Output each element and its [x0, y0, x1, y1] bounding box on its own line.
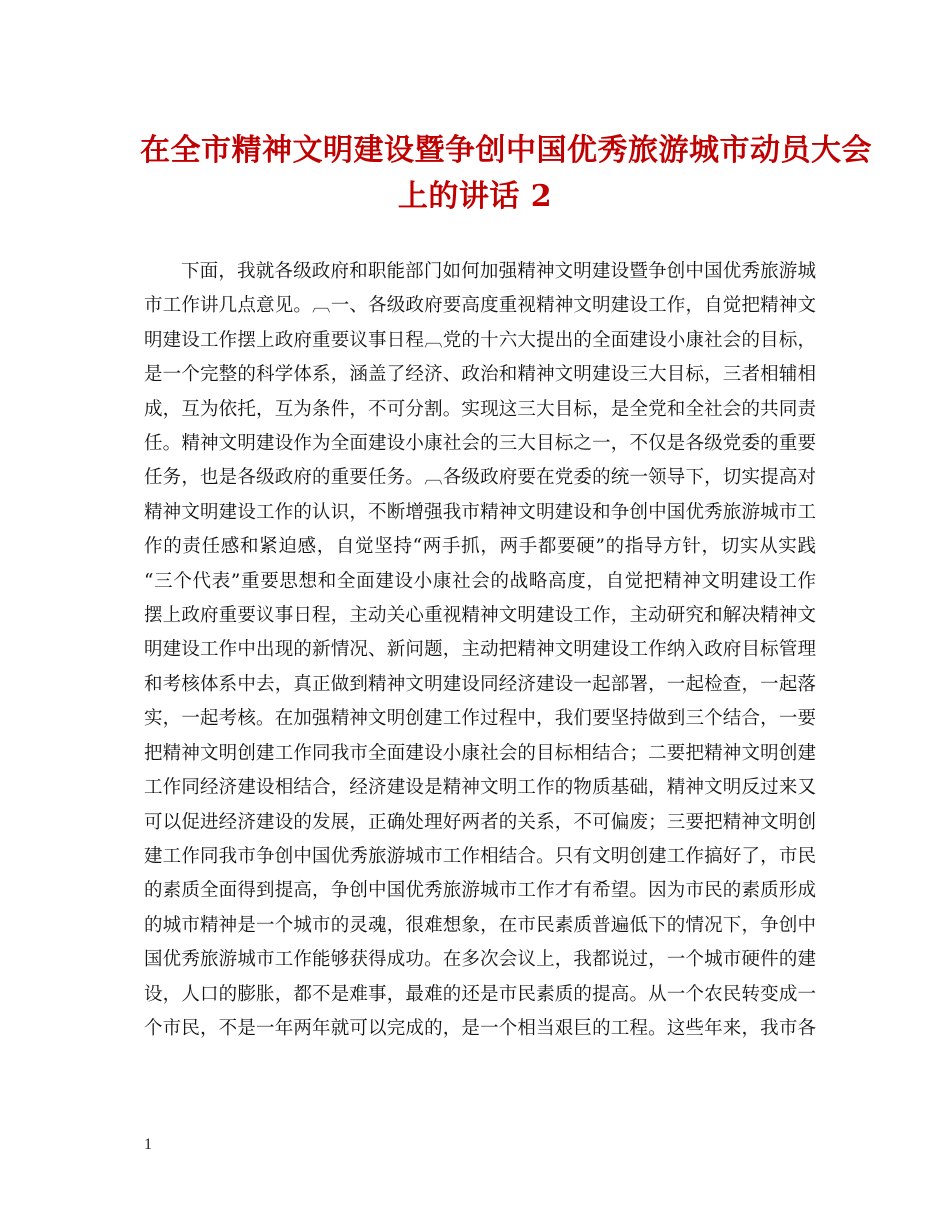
text-line: 作的责任感和紧迫感，自觉坚持“两手抓，两手都要硬”的指导方针，切实从实践: [144, 536, 816, 558]
text-line: 实，一起考核。在加强精神文明创建工作过程中，我们要坚持做到三个结合，一要: [144, 708, 816, 730]
text-line: 下面，我就各级政府和职能部门如何加强精神文明建设暨争创中国优秀旅游城: [181, 261, 816, 282]
text-line: 是一个完整的科学体系，涵盖了经济、政治和精神文明建设三大目标，三者相辅相: [144, 364, 816, 386]
title-line: 在全市精神文明建设暨争创中国优秀旅游城市动员大会: [140, 133, 872, 168]
text-line: 明建设工作中出现的新情况、新问题，主动把精神文明建设工作纳入政府目标管理: [144, 639, 816, 661]
text-line: 把精神文明创建工作同我市全面建设小康社会的目标相结合；二要把精神文明创建: [144, 742, 816, 764]
text-line: 可以促进经济建设的发展，正确处理好两者的关系，不可偏废；三要把精神文明创: [144, 811, 816, 833]
text-line: 工作同经济建设相结合，经济建设是精神文明工作的物质基础，精神文明反过来又: [144, 777, 816, 799]
text-line: 的素质全面得到提高，争创中国优秀旅游城市工作才有希望。因为市民的素质形成: [144, 880, 816, 902]
text-line: 任务，也是各级政府的重要任务。︹各级政府要在党委的统一领导下，切实提高对: [144, 467, 816, 489]
text-line: 国优秀旅游城市工作能够获得成功。在多次会议上，我都说过，一个城市硬件的建: [144, 949, 816, 971]
text-line: 设，人口的膨胀，都不是难事，最难的还是市民素质的提高。从一个农民转变成一: [144, 983, 816, 1005]
text-line: 市工作讲几点意见。︹一、各级政府要高度重视精神文明建设工作，自觉把精神文: [144, 295, 816, 317]
text-line: 精神文明建设工作的认识，不断增强我市精神文明建设和争创中国优秀旅游城市工: [144, 501, 816, 523]
text-line: 和考核体系中去，真正做到精神文明建设同经济建设一起部署，一起检查，一起落: [144, 673, 816, 695]
text-line: 明建设工作摆上政府重要议事日程︹党的十六大提出的全面建设小康社会的目标，: [144, 329, 816, 351]
text-line: “三个代表”重要思想和全面建设小康社会的战略高度，自觉把精神文明建设工作: [144, 570, 816, 592]
page-number: 1: [144, 1136, 152, 1153]
text-line: 成，互为依托，互为条件，不可分割。实现这三大目标，是全党和全社会的共同责: [144, 398, 816, 420]
body-paragraph: [144, 255, 816, 1046]
document-title: [140, 128, 872, 220]
text-line: 摆上政府重要议事日程，主动关心重视精神文明建设工作，主动研究和解决精神文: [144, 605, 816, 627]
text-line: 建工作同我市争创中国优秀旅游城市工作相结合。只有文明创建工作搞好了，市民: [144, 845, 816, 867]
text-line: 的城市精神是一个城市的灵魂，很难想象，在市民素质普遍低下的情况下，争创中: [144, 914, 816, 936]
text-line: 任。精神文明建设作为全面建设小康社会的三大目标之一，不仅是各级党委的重要: [144, 433, 816, 455]
text-line: 个市民，不是一年两年就可以完成的，是一个相当艰巨的工程。这些年来，我市各: [144, 1017, 816, 1039]
title-line: 上的讲话 2: [397, 179, 553, 214]
